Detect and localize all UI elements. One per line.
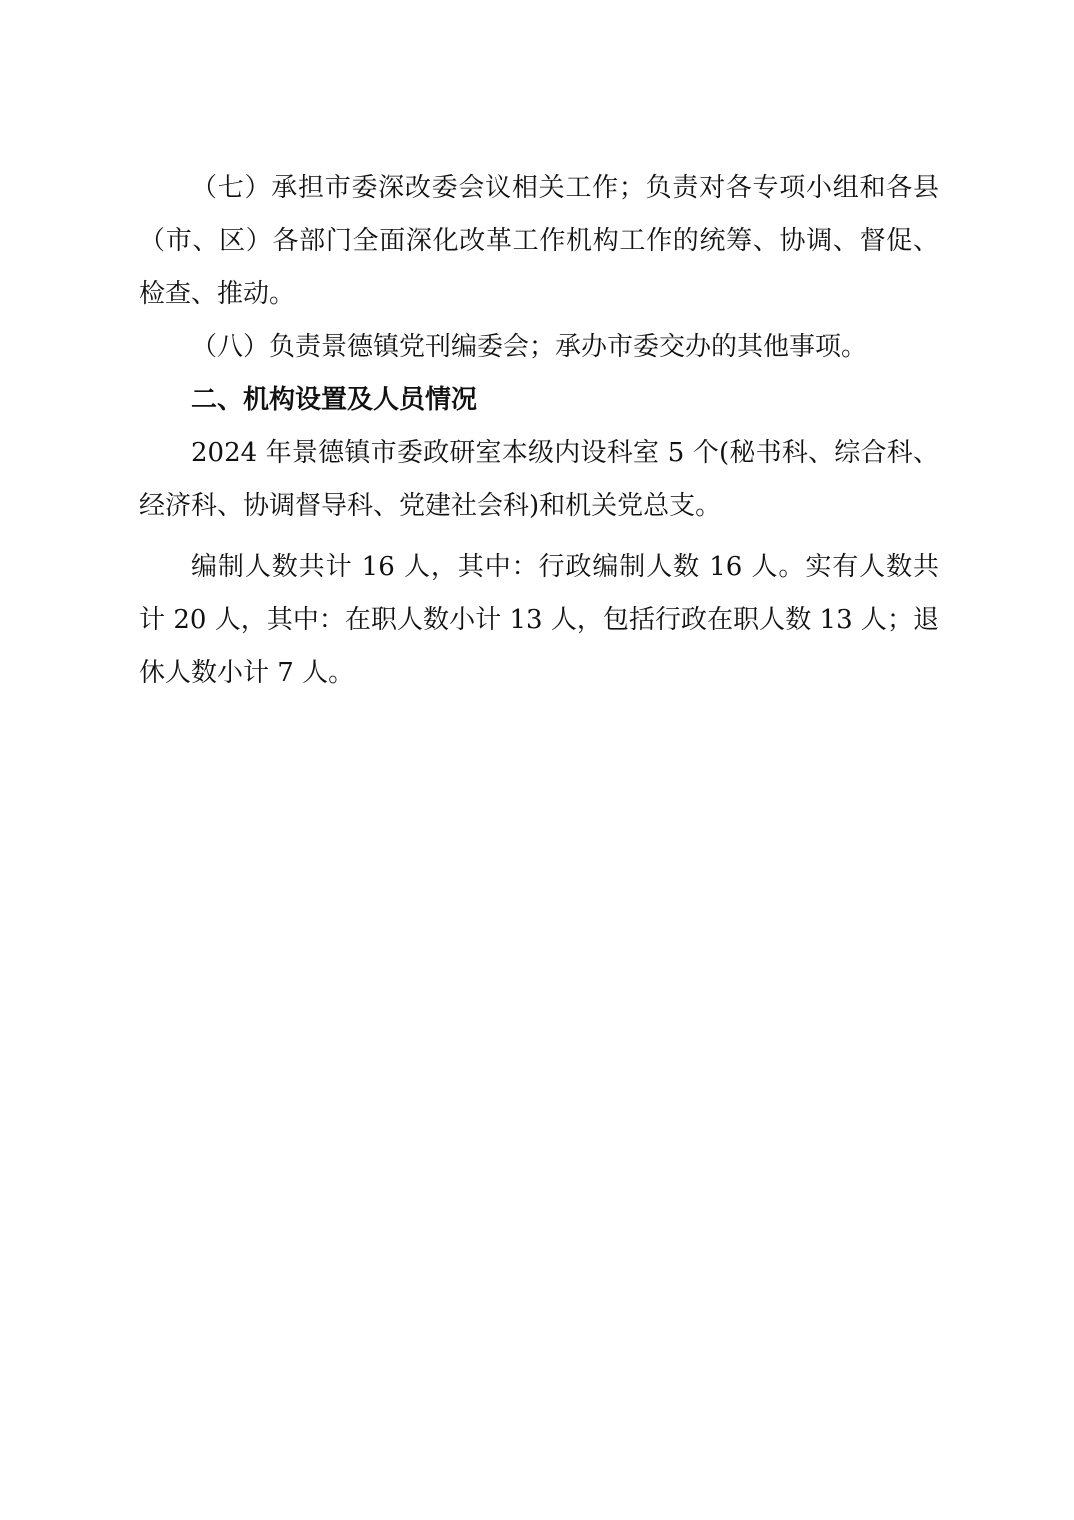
paragraph-duty-7: （七）承担市委深改委会议相关工作；负责对各专项小组和各县（市、区）各部门全面深化改革工作机构工作的统筹、协调、督促、检查、推动。 [139,173,939,309]
document-body [139,162,939,700]
paragraph-organization: 2024 年景德镇市委政研室本级内设科室 5 个(秘书科、综合科、经济科、协调督导科、党建社会科)和机关党总支。 [139,438,939,521]
paragraph-staffing: 编制人数共计 16 人，其中：行政编制人数 16 人。实有人数共计 20 人，其中：在职人数小计 13 人，包括行政在职人数 13 人；退休人数小计 7 人。 [139,552,939,688]
paragraph-duty-8: （八）负责景德镇党刊编委会；承办市委交办的其他事项。 [191,332,868,362]
section-heading: 二、机构设置及人员情况 [191,385,478,415]
